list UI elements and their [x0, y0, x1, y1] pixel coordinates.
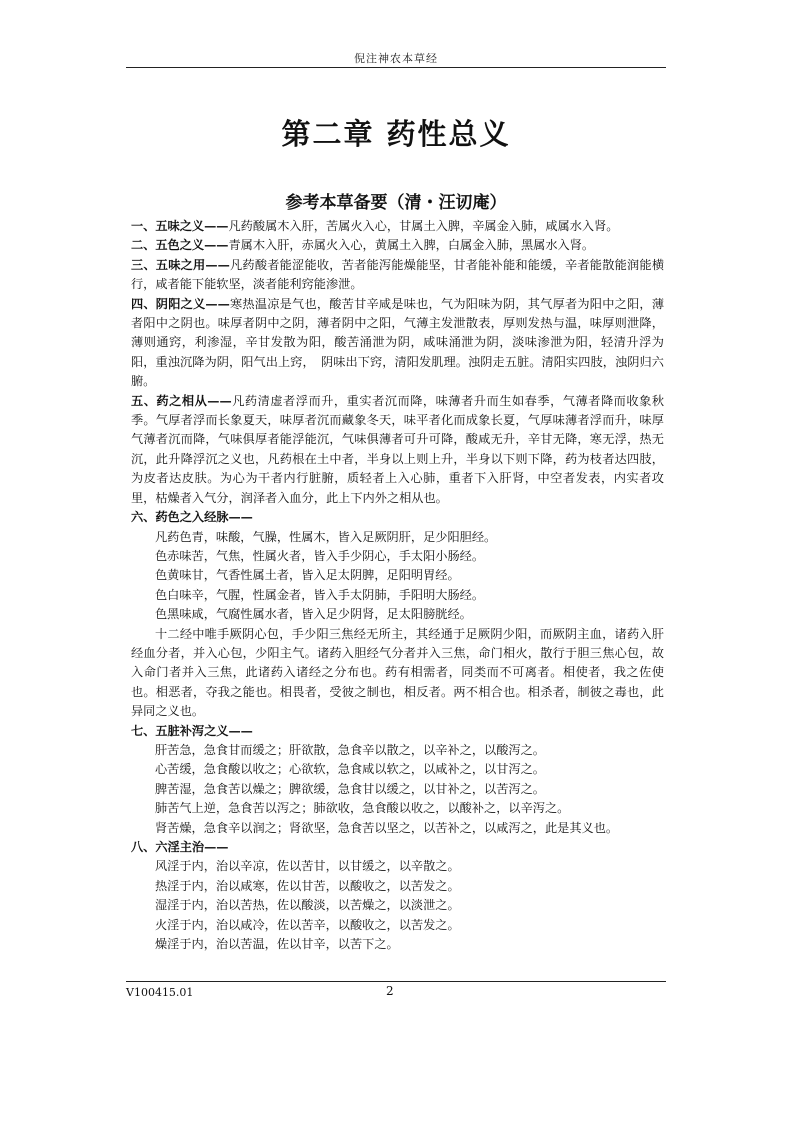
paragraph	[131, 392, 664, 508]
paragraph-heading: 二、五色之义——	[131, 238, 229, 253]
running-header: 倪注神农本草经	[354, 52, 438, 65]
document-code: V100415.01	[126, 986, 194, 999]
paragraph-text: 色赤味苦，气焦，性属火者，皆入手少阴心，手太阳小肠经。	[155, 548, 485, 563]
paragraph-text: 凡药酸者能涩能收，苦者能泻能燥能坚，甘者能补能和能缓，辛者能散能润能横行，咸者能下能软坚，淡者能利窍能渗泄。	[131, 257, 665, 292]
paragraph	[131, 722, 664, 741]
paragraph-heading: 五、药之相从——	[131, 393, 232, 408]
paragraph	[131, 528, 664, 547]
paragraph-text: 寒热温凉是气也，酸苦甘辛咸是味也，气为阳味为阴，其气厚者为阳中之阳，薄者阳中之阴也。味厚者阴中之阴，薄者阴中之阳，气薄主发泄散表，厚则发热与温，味厚则泄降，薄则通窍，利渗湿，辛甘发散为阳，酸苦涌泄为阴，咸味涌泄为阴，淡味渗泄为阳，轻清升浮为阳，重浊沉降为阴，阳气出上窍， 阴味出下窍，清阳发肌理。浊阴走五脏。清阳实四肢，浊阴归六腑。	[131, 296, 665, 389]
paragraph	[131, 625, 664, 722]
paragraph	[131, 896, 664, 915]
paragraph-text: 心苦缓，急食酸以收之；心欲软，急食咸以软之，以咸补之，以甘泻之。	[155, 762, 545, 777]
paragraph	[131, 780, 664, 799]
section-title: 参考本草备要（清・汪讱庵）	[285, 193, 507, 213]
paragraph-text: 肾苦燥，急食辛以润之；肾欲坚，急食苦以坚之，以苦补之，以咸泻之，此是其义也。	[155, 820, 619, 835]
paragraph-text: 脾苦湿，急食苦以燥之；脾欲缓，急食甘以缓之，以甘补之，以苦泻之。	[155, 781, 545, 796]
paragraph-text: 肺苦气上逆，急食苦以泻之；肺欲收，急食酸以收之，以酸补之，以辛泻之。	[155, 801, 570, 816]
paragraph-heading: 一、五味之义——	[131, 219, 229, 233]
paragraph-text: 风淫于内，治以辛凉，佐以苦甘，以甘缓之，以辛散之。	[155, 859, 460, 874]
paragraph	[131, 857, 664, 876]
paragraph-text: 色黄味甘，气香性属土者，皆入足太阴脾，足阳明胃经。	[155, 568, 460, 583]
paragraph-text: 青属木入肝，赤属火入心，黄属土入脾，白属金入肺，黑属水入肾。	[228, 238, 595, 253]
paragraph-heading: 四、阴阳之义——	[131, 296, 230, 311]
paragraph	[131, 605, 664, 624]
footer-rule	[126, 981, 666, 982]
paragraph-text: 热淫于内，治以咸寒，佐以甘苦，以酸收之，以苦发之。	[155, 878, 460, 893]
paragraph-text: 燥淫于内，治以苦温，佐以甘辛，以苦下之。	[155, 937, 399, 952]
paragraph	[131, 566, 664, 585]
paragraph	[131, 586, 664, 605]
paragraph-text: 十二经中唯手厥阴心包，手少阳三焦经无所主，其经通于足厥阴少阳，而厥阴主血，诸药入肝经血分者，并入心包，少阳主气。诸药入胆经气分者并入三焦，命门相火，散行于胆三焦心包，故入命门者并入三焦，此诸药入诸经之分布也。药有相需者，同类而不可离者。相使者，我之佐使也。相恶者，夺我之能也。相畏者，受彼之制也，相反者。两不相合也。相杀者，制彼之毒也，此异同之义也。	[131, 626, 664, 719]
chapter-title: 第二章 药性总义	[281, 117, 511, 151]
paragraph	[131, 547, 664, 566]
paragraph	[131, 838, 664, 857]
paragraph-text: 湿淫于内，治以苦热，佐以酸淡，以苦燥之，以淡泄之。	[155, 898, 460, 913]
paragraph-text: 凡药清虚者浮而升，重实者沉而降，味薄者升而生如春季，气薄者降而收象秋季。气厚者浮而长象夏天，味厚者沉而藏象冬天，味平者化而成象长夏，气厚味薄者浮而升，味厚气薄者沉而降，气味俱厚者能浮能沉，气味俱薄者可升可降，酸咸无升，辛甘无降，寒无浮，热无沉，此升降浮沉之义也，凡药根在土中者，半身以上则上升，半身以下则下降，药为枝者达四肢，为皮者达皮肤。为心为干者内行脏腑，质轻者上入心肺，重者下入肝肾，中空者发表，内实者攻里，枯燥者入气分，润泽者入血分，此上下内外之相从也。	[131, 393, 665, 505]
paragraph-text: 火淫于内，治以咸冷，佐以苦辛，以酸收之，以苦发之。	[155, 917, 460, 932]
paragraph	[131, 799, 664, 818]
paragraph	[131, 217, 664, 236]
paragraph-text: 色黑味咸，气腐性属水者，皆入足少阴肾，足太阳膀胱经。	[155, 607, 472, 622]
paragraph	[131, 295, 664, 392]
paragraph	[131, 256, 664, 295]
paragraph-heading: 七、五脏补泻之义——	[131, 723, 253, 738]
paragraph	[131, 916, 664, 935]
paragraph-heading: 八、六淫主治——	[131, 840, 229, 854]
page-number: 2	[386, 984, 394, 998]
paragraph	[131, 819, 664, 838]
paragraph-text: 凡药酸属木入肝，苦属火入心，甘属土入脾，辛属金入肺，咸属水入肾。	[228, 219, 619, 233]
body-text	[131, 217, 664, 954]
paragraph	[131, 760, 664, 779]
paragraph	[131, 741, 664, 760]
header-rule	[126, 67, 666, 68]
paragraph-heading: 三、五味之用——	[131, 257, 230, 272]
paragraph	[131, 508, 664, 527]
paragraph	[131, 236, 664, 255]
paragraph-text: 色白味辛，气腥，性属金者，皆入手太阴肺，手阳明大肠经。	[155, 587, 485, 602]
paragraph	[131, 877, 664, 896]
paragraph-heading: 六、药色之入经脉——	[131, 510, 253, 525]
paragraph-text: 凡药色青，味酸，气臊，性属木，皆入足厥阴肝，足少阳胆经。	[155, 529, 497, 544]
paragraph	[131, 935, 664, 954]
paragraph-text: 肝苦急，急食甘而缓之；肝欲散，急食辛以散之，以辛补之，以酸泻之。	[155, 742, 545, 757]
